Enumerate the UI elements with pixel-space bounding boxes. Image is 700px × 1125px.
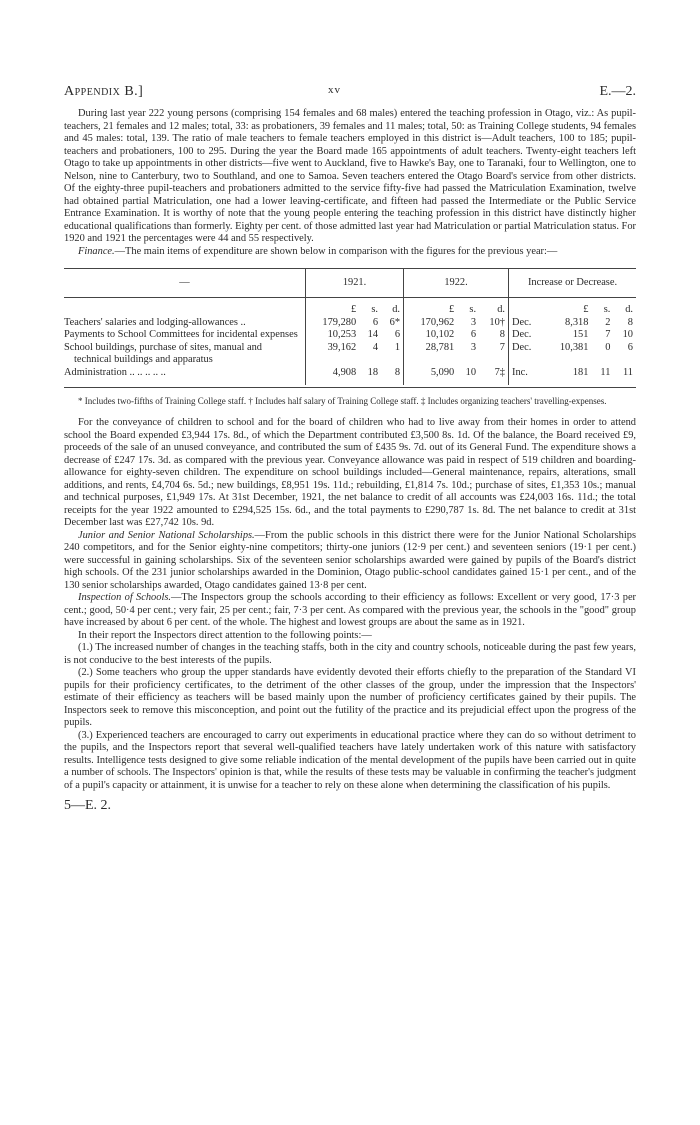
unit-pence: d. [497,304,505,315]
paragraph-point-2: (2.) Some teachers who group the upper standards have evidently devoted their efforts chiefly to the preparation of the Standard VI pupils for their proficiency certificates, to the detriment of the other classes of the group, under the impression that the Inspectors' estimate of their efficiency as teachers will be based mainly upon the number of proficiency certificates gained by their pupils. The Inspectors seek to remove this misconception, and point out the futility of the practice and its prejudicial effect upon the progress of the pupils. [64,667,636,728]
unit-pounds: £ [583,304,589,315]
signature-mark: 5—E. 2. [64,798,112,813]
paragraph-teachers-entering: During last year 222 young persons (comprising 154 females and 68 males) entered the teaching profession in Otago, viz.: As pupil-teachers, 21 females and 12 males; total, 33: as probationers, 39 females and 11 males; total, 50: as Training College students, 94 females and 45 males: total, 139. The ratio of male teachers to female teachers employed in this district is—Adult teachers, 100 to 185; pupil-teachers and probationers, 100 to 295. During the year the Board made 165 appointments of adult teachers. Twenty-eight teachers left Otago to take up appointments in other districts—five went to Auckland, five to Hawke's Bay, one to Taranaki, four to Wellington, one to Nelson, nine to Canterbury, two to Southland, and one to Samoa. Seven teachers entered the Otago Board's service from other districts. Of the eighty-three pupil-teachers and probationers admitted to the service fifty-five had passed the Matriculation Examination, twelve had obtained partial Matriculation, one had a lower leaving-certificate, and fifteen had passed the Intermediate or the Public Service Entrance Examination. It is worthy of note that the young people entering the teaching profession in this district have distinctly higher educational qualifications than formerly. Eighty per cent. of those admitted last year had Matriculation or partial Matriculation status. For 1920 and 1921 the percentages were 44 and 55 respectively. [64,108,636,244]
cell-1921-pounds: 179,280 [306,317,360,330]
cell-change-shillings: 2 [605,316,611,328]
units-row [64,298,636,317]
header-item: — [64,269,306,298]
cell-change-shillings: 7 [605,329,611,340]
cell-1921-shillings: 4 [372,341,379,353]
cell-direction: Inc. [509,367,544,386]
cell-1922-pence: 7‡ [494,366,505,378]
paragraph-conveyance: For the conveyance of children to school and for the board of children who had to live away from their homes in order to attend school the Board expended £3,944 17s. 8d., of which the Department contributed £3,500 8s. 1d. Of the balance, the Board received £9, proceeds of the sale of an unused conveyance, and contributed the sum of £435 9s. 7d. out of its General Fund. The expenditure shows a decrease of £247 17s. 3d. as compared with the previous year. Conveyance allowance was paid in respect of 519 children and boarding-allowance for eighty-seven children. The expenditure on school buildings included—General maintenance, repairs, alterations, small additions, and rents, £4,704 6s. 5d.; new buildings, £8,951 19s. 11d.; rebuilding, £1,814 7s. 10d.; purchase of sites, £1,353 10s.; manual and technical purposes, £1,949 17s. At 31st December, 1921, the net balance to credit of all accounts was £24,003 16s. 11d.; the total receipts for the year 1922 amounted to £294,525 15s. 6d., and the total payments to £290,787 1s. 8d. The net balance to credit at 31st December last was £27,742 10s. 9d. [64,417,636,528]
cell-1921-pence: 6 [394,329,401,340]
header-appendix: Appendix B.] [64,84,144,99]
unit-shillings: s. [469,304,477,315]
cell-change-pounds: 8,318 [565,316,589,328]
header-change: Increase or Decrease. [509,269,637,298]
cell-change-pence: 8 [627,316,633,328]
cell-change-pounds: 10,381 [559,341,589,353]
cell-1921-pounds: 39,162 [306,342,360,367]
table-row [64,329,636,342]
table-row [64,342,636,367]
cell-1921-shillings: 18 [367,366,379,378]
scholarships-heading: Junior and Senior National Scholarships. [78,529,255,541]
cell-1922-pounds: 5,090 [404,367,458,386]
cell-1921-pounds: 4,908 [306,367,360,386]
cell-1921-pence: 6* [389,316,401,328]
inspection-heading: Inspection of Schools. [78,592,171,603]
cell-1922-pounds: 170,962 [404,317,458,330]
header-page-number: xv [328,84,341,96]
cell-change-pence: 10 [622,329,633,340]
unit-pounds: £ [306,298,360,317]
paragraph-scholarships [64,530,636,593]
cell-1922-shillings: 10 [465,366,477,378]
cell-change-pence: 6 [627,341,633,353]
cell-1921-pounds: 10,253 [306,329,360,342]
cell-1922-shillings: 3 [470,316,477,328]
document-page [64,84,636,814]
cell-change-shillings: 0 [605,341,611,353]
row-label: Payments to School Committees for incidental expenses [64,329,298,340]
scholarships-text: —From the public schools in this district there were for the Junior National Scholarships 240 competitors, and for the Senior eighty-nine competitors; thirty-one juniors (12·9 per cent.) and seventeen seniors (19·1 per cent.) were successful in gaining scholarships. Six of the seventeen senior scholarships awarded were gained by pupils of the Board's district high schools. Of the 231 junior scholarships awarded in the Dominion, Otago public-school candidates gained 15·1 per cent., and of the 130 senior scholarships awarded, Otago candidates gained 13·8 per cent. [64,529,636,591]
table-row [64,317,636,330]
cell-1921-shillings: 6 [372,316,379,328]
cell-direction: Dec. [509,342,544,367]
cell-1922-shillings: 3 [470,341,477,353]
expenditure-table [64,268,636,388]
cell-1922-pence: 8 [499,329,505,340]
table-footnotes: * Includes two-fifths of Training College staff. † Includes half salary of Training College staff. ‡ Includes organizing teachers' travelling-expenses. [78,396,607,406]
cell-change-shillings: 11 [600,366,611,378]
paragraph-point-3: (3.) Experienced teachers are encouraged to carry out experiments in educational practice where they can do so without detriment to the pupils, and the Inspectors report that several well-qualified teachers have lately undertaken work of this nature with satisfactory results. Intelligence tests designed to give some reliable indication of the mental development of the pupils have been carried out in quite a number of schools. The Inspectors' opinion is that, while the results of these tests may be valuable in confirming the teacher's judgment of a pupil's capacity or attainment, it is unwise for a teacher to rely on these alone when determining the classification of his pupils. [64,729,636,791]
cell-change-pounds: 151 [572,329,589,340]
header-reference: E.—2. [599,84,636,99]
cell-change-pounds: 181 [572,366,589,378]
row-label: Teachers' salaries and lodging-allowances .. [64,316,246,328]
table-bottom-rule [64,385,636,388]
unit-shillings: s. [603,304,611,315]
paragraph-point-1: (1.) The increased number of changes in the teaching staffs, both in the city and country schools, noticeable during the past few years, is not conducive to the best interests of the pupils. [64,642,636,666]
header-1922: 1922. [404,269,509,298]
header-1921: 1921. [306,269,404,298]
cell-1921-pence: 8 [394,366,401,378]
cell-direction: Dec. [509,329,544,342]
finance-heading: Finance. [78,245,115,257]
finance-intro: —The main items of expenditure are shown below in comparison with the figures for the previous year:— [114,245,558,257]
table-row [64,367,636,386]
paragraph-inspection [64,592,636,630]
cell-1922-pence: 7 [499,341,505,353]
paragraph-finance [64,246,636,259]
row-label: Administration .. .. .. .. .. [64,366,166,378]
unit-pounds: £ [404,298,458,317]
table-header-row [64,269,636,298]
cell-direction: Dec. [509,317,544,330]
cell-1921-shillings: 14 [367,329,379,340]
unit-shillings: s. [371,304,379,315]
unit-pence: d. [625,304,633,315]
inspection-text: —The Inspectors group the schools according to their efficiency as follows: Excellent or very good, 17·3 per cent.; good, 50·4 per cent.; very fair, 25 per cent.; fair, 7·3 per cent. As compared with the previous year, the schools in the "good" group have increased by about 6 per cent. of the whole. The highest and lowest groups are about the same as in 1921. [64,592,637,628]
cell-1922-pounds: 28,781 [404,342,458,367]
cell-change-pence: 11 [622,366,633,378]
page-header [64,84,636,104]
cell-1922-shillings: 6 [470,329,477,340]
row-label: School buildings, purchase of sites, manual and technical buildings and apparatus [64,341,262,365]
cell-1922-pounds: 10,102 [404,329,458,342]
cell-1922-pence: 10† [489,316,505,328]
paragraph-points-intro: In their report the Inspectors direct attention to the following points:— [78,629,372,641]
cell-1921-pence: 1 [394,341,401,353]
unit-pence: d. [392,304,401,315]
